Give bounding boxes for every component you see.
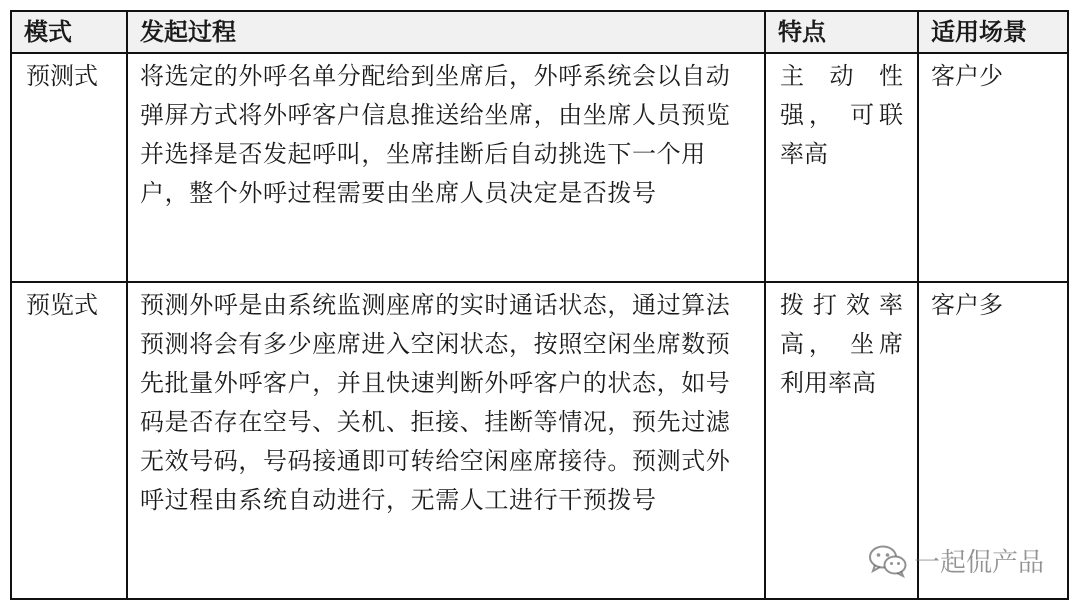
- cell-mode: 预测式: [11, 53, 127, 282]
- comparison-table: [10, 10, 1069, 600]
- table-header-row: [11, 11, 1068, 53]
- header-process: 发起过程: [127, 11, 765, 53]
- feature-line: 主 动 性: [780, 62, 903, 90]
- watermark-text: 一起侃产品: [913, 548, 1044, 578]
- cell-features: [765, 53, 918, 282]
- header-scenario: 适用场景: [918, 11, 1068, 53]
- cell-process: 预测外呼是由系统监测座席的实时通话状态，通过算法预测将会有多少座席进入空闲状态，按照空闲坐席数预先批量外呼客户，并且快速判断外呼客户的状态，如号码是否存在空号、关机、拒接、挂断等情况，预先过滤无效号码，号码接通即可转给空闲座席接待。预测式外呼过程由系统自动进行，无需人工进行干预拨号: [127, 282, 765, 599]
- feature-line: 利用率高: [780, 369, 876, 397]
- cell-scenario: 客户多: [918, 282, 1068, 599]
- watermark: [868, 542, 1044, 579]
- feature-line: 强， 可联: [780, 101, 903, 129]
- feature-line: 拨打效率: [780, 291, 903, 319]
- table-row: [11, 53, 1068, 282]
- wechat-icon: [868, 544, 908, 578]
- feature-line: 率高: [780, 140, 828, 168]
- cell-mode: 预览式: [11, 282, 127, 599]
- header-features: 特点: [765, 11, 918, 53]
- feature-line: 高， 坐席: [780, 330, 903, 358]
- cell-process: 将选定的外呼名单分配给到坐席后，外呼系统会以自动弹屏方式将外呼客户信息推送给坐席，由坐席人员预览并选择是否发起呼叫，坐席挂断后自动挑选下一个用户，整个外呼过程需要由坐席人员决定是否拨号: [127, 53, 765, 282]
- header-mode: 模式: [11, 11, 127, 53]
- cell-scenario: 客户少: [918, 53, 1068, 282]
